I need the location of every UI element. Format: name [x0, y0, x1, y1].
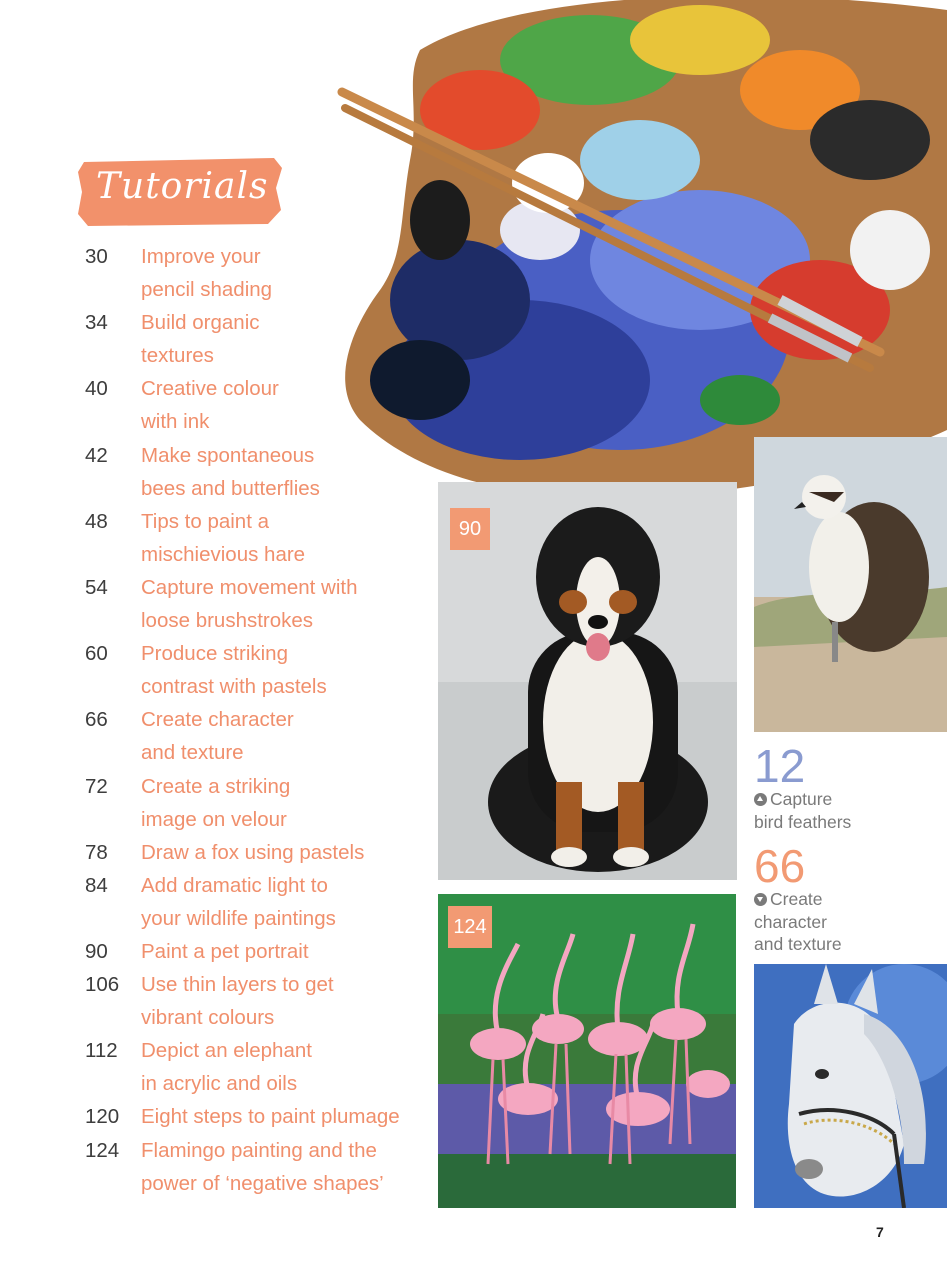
tutorial-page-number: 34: [85, 311, 108, 335]
tutorial-title: Paint a pet portrait: [141, 939, 309, 963]
tutorial-title: pencil shading: [141, 278, 273, 302]
tutorial-item: [85, 505, 425, 538]
tutorial-item: [85, 770, 425, 803]
tutorial-title: Create a striking: [141, 774, 291, 798]
tutorial-item: [85, 306, 425, 339]
page-number: 7: [876, 1224, 884, 1240]
horse-painting-image: [754, 964, 947, 1208]
tutorial-title: in acrylic and oils: [141, 1072, 298, 1096]
tutorial-title: bees and butterflies: [141, 476, 320, 500]
tutorial-page-number: 54: [85, 575, 108, 599]
tutorial-item: [85, 968, 425, 1001]
tutorial-title: Build organic: [141, 311, 260, 335]
tutorial-title: textures: [141, 344, 214, 368]
tutorial-title: image on velour: [141, 807, 287, 831]
tutorial-item: [85, 836, 425, 869]
tutorial-page-number: 112: [85, 1039, 118, 1063]
tutorial-title: contrast with pastels: [141, 675, 327, 699]
tutorial-title: and texture: [141, 741, 244, 765]
up-arrow-icon: [754, 793, 767, 806]
tutorial-page-number: [85, 1167, 141, 1200]
dog-painting-image: [438, 482, 737, 880]
tutorial-item-continuation: [85, 339, 425, 372]
tutorial-title: your wildlife paintings: [141, 906, 336, 930]
tutorial-page-number: 120: [85, 1105, 120, 1129]
tutorial-title: with ink: [141, 410, 210, 434]
callout-number: 12: [754, 740, 806, 792]
osprey-painting-image: [754, 437, 947, 732]
tutorial-item: [85, 869, 425, 902]
tutorial-title: Eight steps to paint plumage: [141, 1105, 400, 1129]
tutorial-page-number: [85, 1067, 141, 1100]
tutorial-page-number: 78: [85, 840, 108, 864]
tutorial-page-number: 42: [85, 443, 108, 467]
tutorial-title: Produce striking: [141, 642, 288, 666]
tutorial-page-number: 30: [85, 245, 108, 268]
tutorial-item-continuation: [85, 1167, 425, 1200]
tutorial-item-continuation: [85, 902, 425, 935]
tutorial-item-continuation: [85, 405, 425, 438]
tutorial-page-number: [85, 803, 141, 836]
tutorial-page-number: 40: [85, 377, 108, 401]
tutorial-item: [85, 1034, 425, 1067]
tutorial-page-number: [85, 604, 141, 637]
tutorial-title: Make spontaneous: [141, 443, 315, 467]
tutorial-item: [85, 703, 425, 736]
callout-caption: Capture bird feathers: [754, 789, 852, 832]
page-badge: 124: [448, 906, 492, 948]
tutorial-title: Improve your: [141, 245, 261, 268]
page-badge: 90: [450, 508, 490, 550]
tutorial-page-number: 72: [85, 774, 108, 798]
tutorial-page-number: [85, 670, 141, 703]
tutorial-page-number: [85, 538, 141, 571]
flamingo-painting-image: [438, 894, 736, 1208]
tutorial-item-continuation: [85, 273, 425, 306]
tutorial-title: loose brushstrokes: [141, 609, 314, 633]
tutorial-page-number: 66: [85, 708, 108, 732]
tutorial-item: [85, 240, 425, 273]
tutorial-item: [85, 1134, 425, 1167]
tutorial-title: Use thin layers to get: [141, 973, 334, 997]
tutorial-title: Create character: [141, 708, 294, 732]
tutorial-page-number: [85, 273, 141, 306]
down-arrow-icon: [754, 893, 767, 906]
tutorial-title: Add dramatic light to: [141, 873, 328, 897]
tutorial-title: Creative colour: [141, 377, 279, 401]
tutorial-item: [85, 372, 425, 405]
tutorial-title: vibrant colours: [141, 1006, 275, 1030]
tutorial-title: Depict an elephant: [141, 1039, 312, 1063]
tutorial-page-number: [85, 1001, 141, 1034]
tutorial-item-continuation: [85, 472, 425, 505]
tutorial-page-number: 48: [85, 509, 108, 533]
tutorial-item: [85, 571, 425, 604]
tutorial-list: [85, 240, 425, 1200]
tutorial-title: Flamingo painting and the: [141, 1138, 377, 1162]
tutorial-title: Draw a fox using pastels: [141, 840, 365, 864]
tutorial-item-continuation: [85, 538, 425, 571]
tutorial-title: power of ‘negative shapes’: [141, 1171, 384, 1195]
tutorial-item-continuation: [85, 803, 425, 836]
tutorial-page-number: [85, 339, 141, 372]
tutorial-item-continuation: [85, 736, 425, 769]
tutorial-page-number: 60: [85, 642, 108, 666]
section-title: Tutorials: [96, 166, 269, 207]
tutorial-title: Tips to paint a: [141, 509, 270, 533]
tutorial-item-continuation: [85, 1001, 425, 1034]
tutorial-item: [85, 1100, 425, 1133]
tutorial-page-number: 90: [85, 939, 108, 963]
tutorial-page-number: [85, 472, 141, 505]
tutorial-item: [85, 439, 425, 472]
tutorial-title: Capture movement with: [141, 575, 358, 599]
tutorial-title: mischievious hare: [141, 542, 306, 566]
tutorial-item-continuation: [85, 1067, 425, 1100]
tutorial-page-number: [85, 736, 141, 769]
tutorial-item-continuation: [85, 670, 425, 703]
tutorial-page-number: 84: [85, 873, 108, 897]
tutorial-item-continuation: [85, 604, 425, 637]
tutorial-page-number: [85, 405, 141, 438]
tutorial-page-number: [85, 902, 141, 935]
callout-caption: Create character and texture: [754, 889, 842, 954]
tutorial-page-number: 106: [85, 973, 120, 997]
tutorial-page-number: 124: [85, 1138, 120, 1162]
callout-number: 66: [754, 840, 806, 892]
tutorial-item: [85, 637, 425, 670]
tutorial-item: [85, 935, 425, 968]
